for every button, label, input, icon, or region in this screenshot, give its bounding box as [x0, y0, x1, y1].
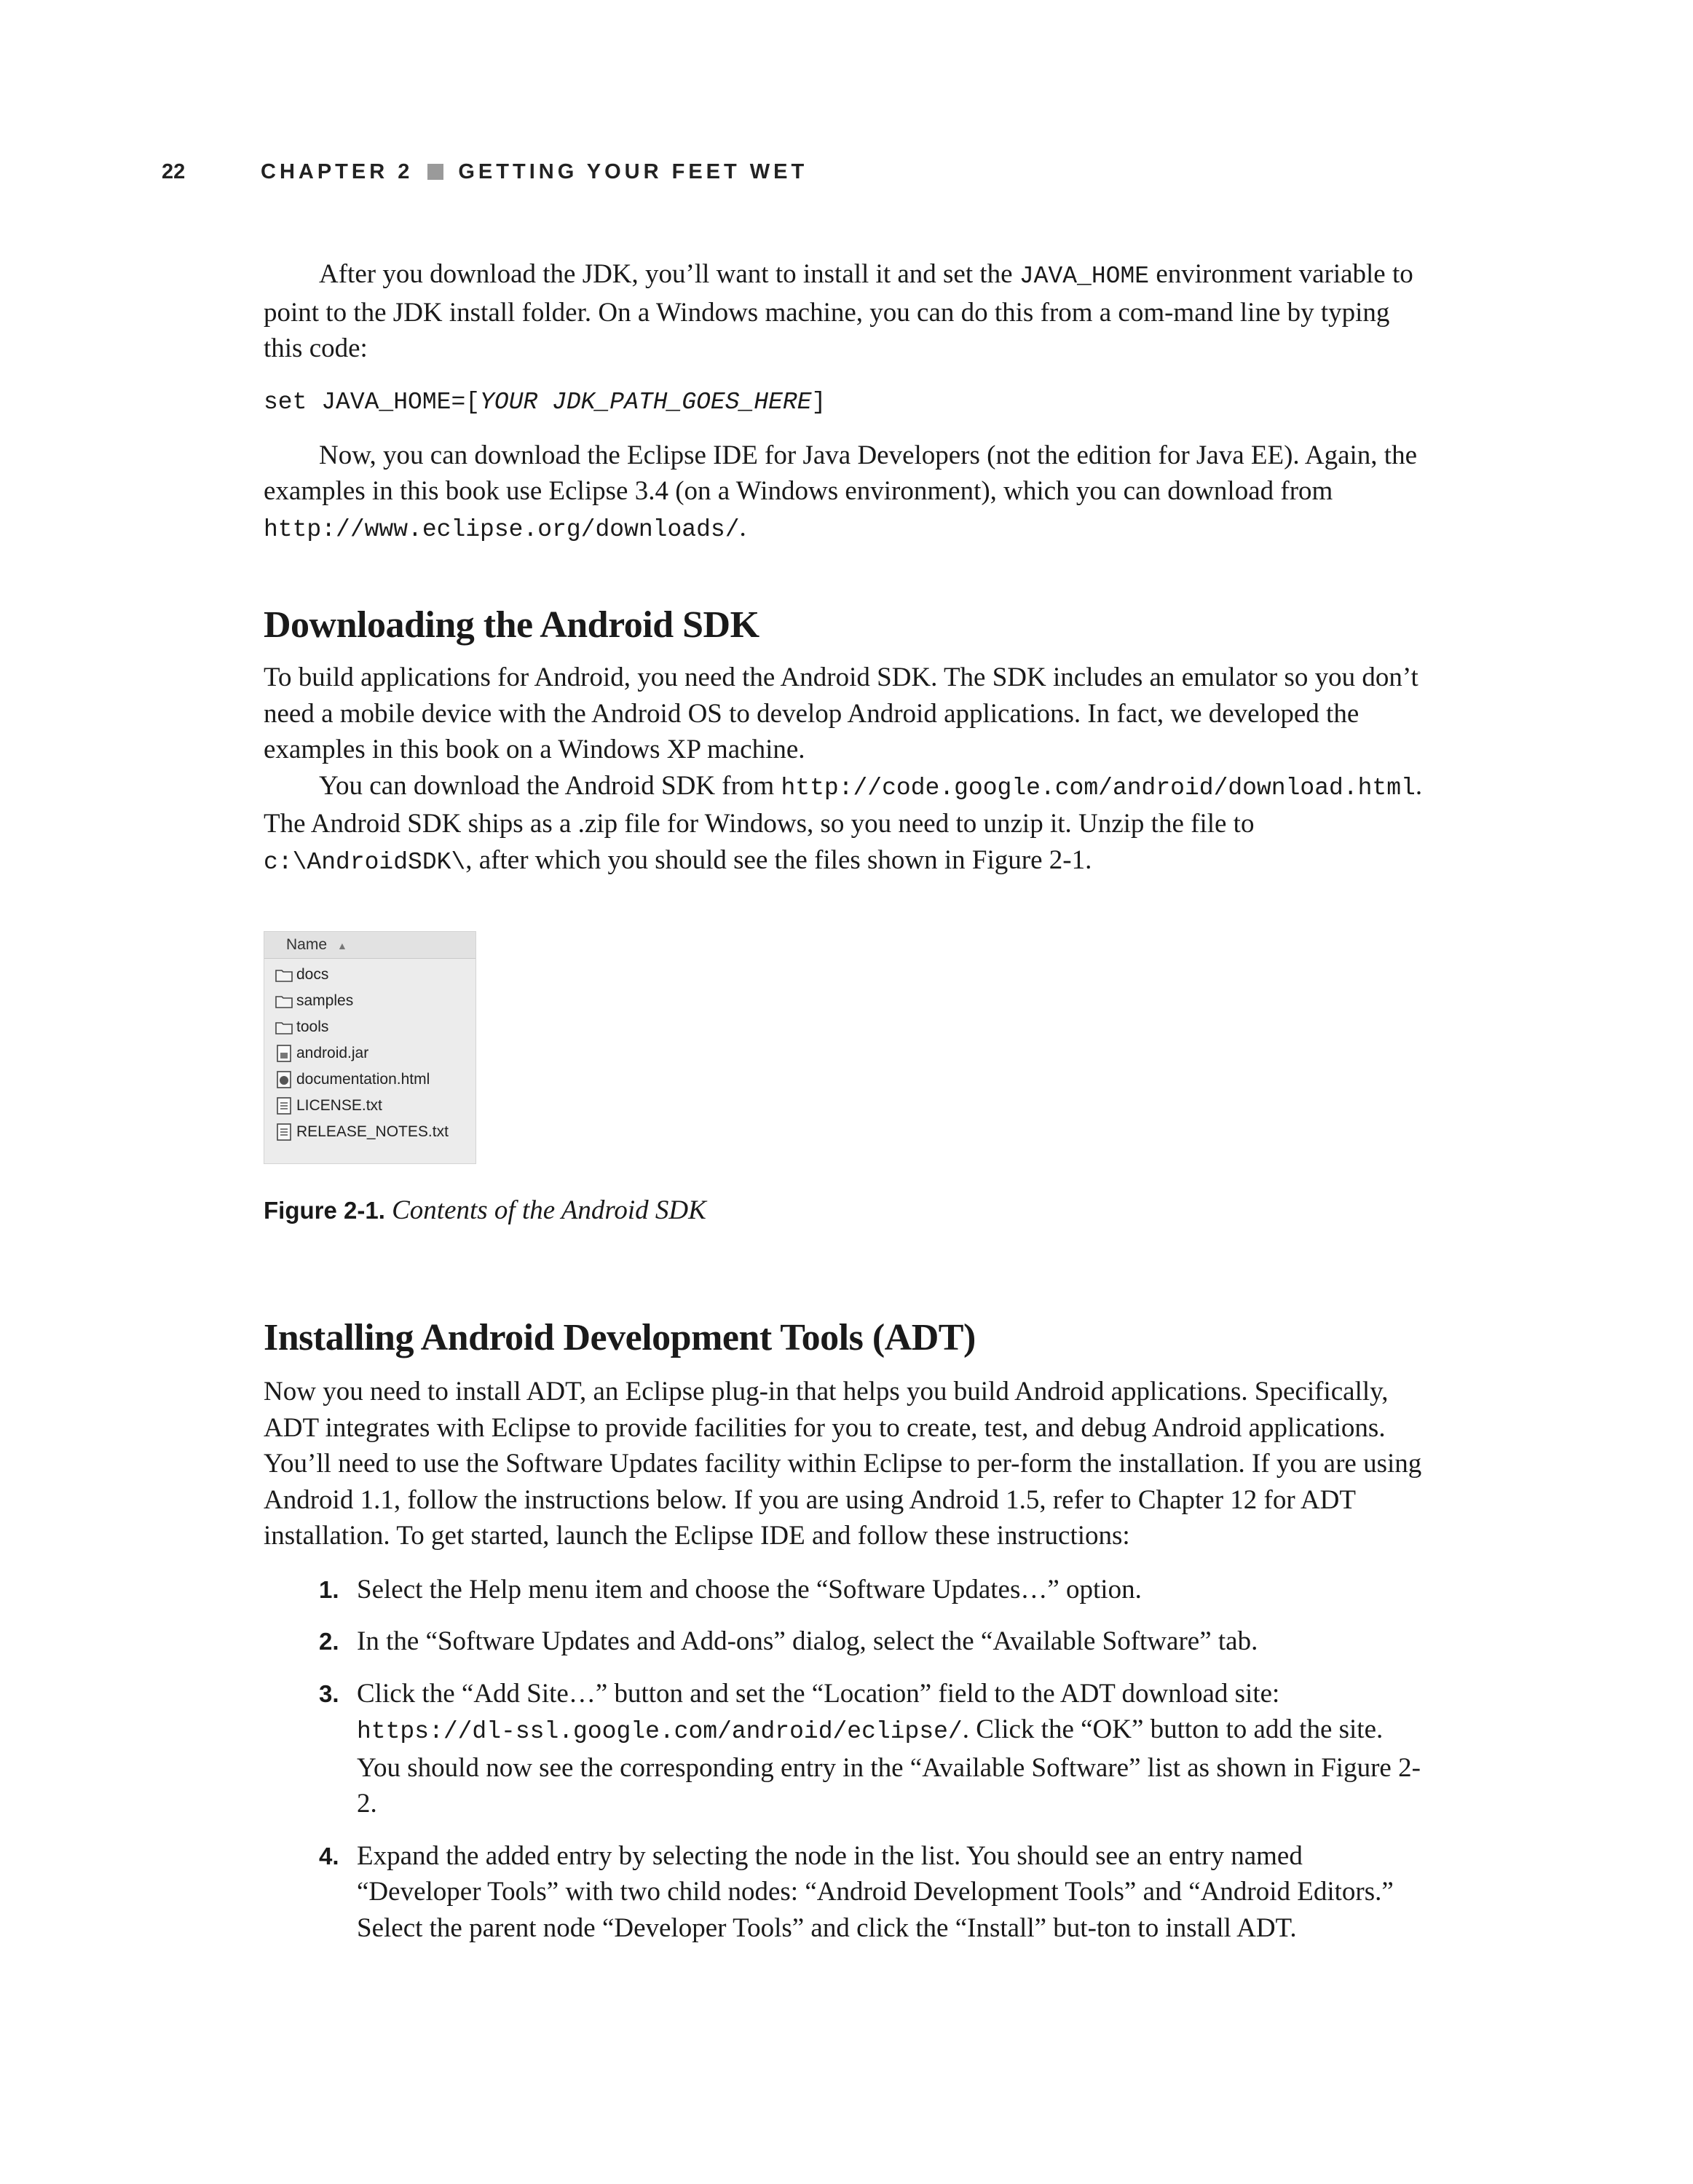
chapter-title: GETTING YOUR FEET WET [458, 160, 808, 183]
text-run: You can download the Android SDK from [319, 770, 781, 801]
code-block [264, 384, 1429, 420]
jar-file-icon [275, 1044, 293, 1063]
adt-download-url: https://dl-ssl.google.com/android/eclipse/ [357, 1718, 963, 1745]
page-body [264, 256, 1429, 1962]
step-number: 1. [319, 1575, 339, 1603]
caption-text: Contents of the Android SDK [392, 1195, 706, 1225]
step-number: 4. [319, 1842, 339, 1870]
html-file-icon [275, 1070, 293, 1089]
text-run: After you download the JDK, you’ll want to install it and set the [319, 259, 1019, 289]
step-text: Expand the added entry by selecting the node in the list. You should see an entry named “Developer Tools” with two child nodes: “Android Development Tools” and “Android Editors.” Select the parent node “Developer Tools” and click the “Install” but-ton to install ADT. [357, 1840, 1394, 1943]
list-item[interactable] [275, 1040, 475, 1067]
list-item[interactable] [275, 988, 475, 1014]
sdk-paragraph-2 [264, 768, 1429, 881]
text-file-icon [275, 1123, 293, 1142]
step-2 [264, 1623, 1429, 1660]
step-number: 3. [319, 1679, 339, 1707]
page-number: 22 [162, 160, 186, 183]
sort-arrow-icon: ▲ [337, 940, 347, 951]
running-head [162, 160, 1472, 184]
text-run: . [739, 512, 746, 542]
intro-paragraph-2 [264, 438, 1429, 548]
inline-code-java-home: JAVA_HOME [1019, 263, 1150, 290]
file-list [264, 962, 475, 1145]
caption-label: Figure 2-1. [264, 1197, 385, 1224]
instruction-steps [264, 1572, 1429, 1947]
folder-icon [275, 1018, 293, 1037]
text-run: , after which you should see the files shown in Figure 2-1. [465, 844, 1092, 875]
figure-caption [264, 1193, 1429, 1228]
adt-paragraph-1: Now you need to install ADT, an Eclipse plug-in that helps you build Android applications. Specifically, ADT integrates with Eclipse to provide facilities for you to create, test, and debug Android applications. You’ll need to use the Software Updates facility within Eclipse to per-form the installation. If you are using Android 1.1, follow the instructions below. If you are using Android 1.5, refer to Chapter 12 for ADT installation. To get started, launch the Eclipse IDE and follow these instructions: [264, 1377, 1422, 1551]
step-4 [264, 1838, 1429, 1947]
list-item[interactable] [275, 1014, 475, 1040]
file-name: tools [296, 1018, 329, 1035]
text-run: environment variable to point to the JDK install folder. On a Windows machine, you can do this from a com-mand line by typing this code: [264, 259, 1413, 363]
code-text: ] [811, 388, 826, 416]
sdk-path: c:\AndroidSDK\ [264, 848, 466, 876]
sdk-paragraph-1: To build applications for Android, you need the Android SDK. The SDK includes an emulator so you don’t need a mobile device with the Android OS to develop Android applications. In fact, we developed the examples in this book on a Windows XP machine. [264, 662, 1418, 764]
name-column-header[interactable] [264, 932, 475, 959]
step-text: Click the “Add Site…” button and set the “Location” field to the ADT download site: [357, 1678, 1280, 1709]
file-name: documentation.html [296, 1071, 430, 1088]
list-item[interactable] [275, 1067, 475, 1093]
file-name: LICENSE.txt [296, 1097, 382, 1114]
code-placeholder: YOUR JDK_PATH_GOES_HERE [480, 388, 812, 416]
list-item[interactable] [275, 962, 475, 988]
step-text: . Click the “OK” button to add the site. You should now see the corresponding entry in the “Available Software” list as shown in Figure 2-2. [357, 1714, 1421, 1819]
file-name: android.jar [296, 1045, 369, 1061]
list-item[interactable] [275, 1093, 475, 1119]
column-header-label: Name [286, 936, 328, 953]
code-text: set JAVA_HOME=[ [264, 388, 481, 416]
separator-square-icon [427, 164, 443, 180]
list-item[interactable] [275, 1119, 475, 1145]
step-3 [264, 1676, 1429, 1822]
text-file-icon [275, 1096, 293, 1115]
step-text: In the “Software Updates and Add-ons” dialog, select the “Available Software” tab. [357, 1626, 1258, 1656]
folder-icon [275, 965, 293, 984]
step-number: 2. [319, 1628, 339, 1655]
chapter-label: CHAPTER 2 [261, 160, 414, 183]
step-1 [264, 1572, 1429, 1608]
intro-paragraph-1 [264, 256, 1429, 367]
sdk-download-url: http://code.google.com/android/download.html [781, 774, 1416, 802]
file-name: RELEASE_NOTES.txt [296, 1123, 449, 1140]
heading-installing-adt: Installing Android Development Tools (ADT) [264, 1317, 976, 1358]
folder-icon [275, 992, 293, 1010]
step-text: Select the Help menu item and choose the “Software Updates…” option. [357, 1574, 1142, 1605]
file-name: docs [296, 966, 329, 983]
heading-downloading-sdk: Downloading the Android SDK [264, 604, 759, 646]
text-run: . The Android SDK ships as a .zip file for Windows, so you need to unzip it. Unzip the file to [264, 770, 1423, 839]
file-name: samples [296, 992, 354, 1009]
text-run: Now, you can download the Eclipse IDE for Java Developers (not the edition for Java EE). Again, the examples in this book use Eclipse 3.4 (on a Windows environment), which you can download from [264, 440, 1417, 506]
figure-sdk-contents [264, 931, 476, 1164]
eclipse-download-url: http://www.eclipse.org/downloads/ [264, 515, 740, 543]
